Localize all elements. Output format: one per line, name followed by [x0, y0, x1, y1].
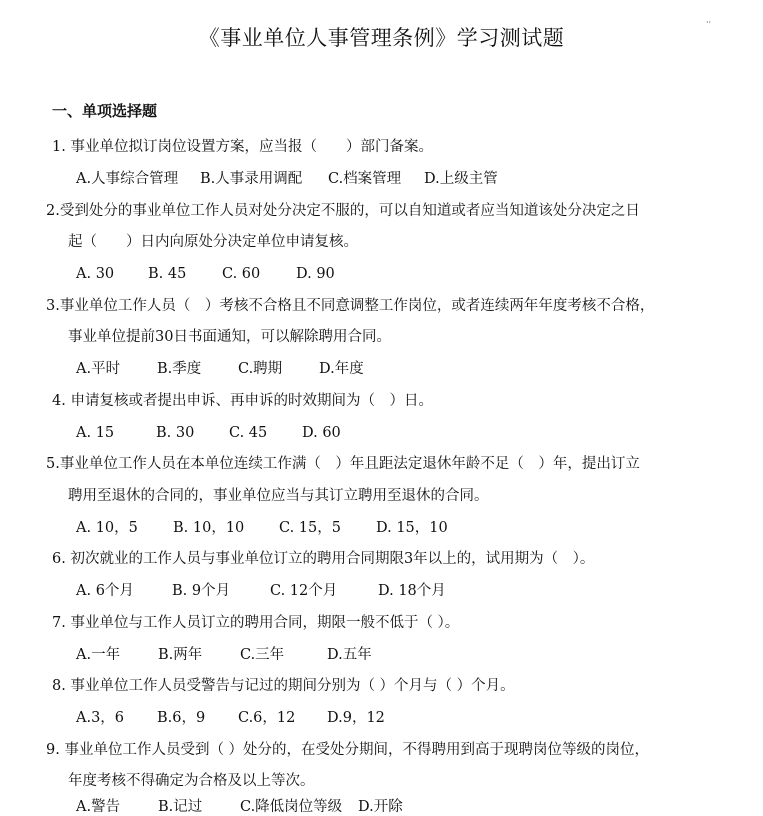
question-9-options [76, 799, 403, 816]
option-b: B. 9个月 [172, 583, 231, 599]
question-7-options [76, 645, 372, 665]
option-b: B. 30 [156, 425, 195, 441]
option-b: B.季度 [157, 361, 202, 377]
question-1-options [76, 169, 498, 189]
option-a: A.警告 [76, 799, 121, 815]
question-8-text: 8. 事业单位工作人员受警告与记过的期间分别为（ ）个月与（ ）个月。 [52, 678, 515, 694]
option-a: A. 30 [76, 266, 115, 282]
option-d: D.上级主管 [424, 171, 498, 187]
option-d: D.开除 [358, 799, 403, 815]
question-9-text: 9. 事业单位工作人员受到（ ）处分的，在受处分期间，不得聘用到高于现聘岗位等级的岗位， [46, 742, 650, 758]
section-heading: 一、单项选择题 [52, 102, 158, 120]
question-7-text: 7. 事业单位与工作人员订立的聘用合同，期限一般不低于（ ）。 [52, 615, 460, 631]
question-1-text: 1. 事业单位拟订岗位设置方案，应当报（ ）部门备案。 [52, 139, 433, 155]
option-b: B.记过 [158, 799, 203, 815]
option-a: A. 6个月 [76, 583, 134, 599]
option-b: B.两年 [158, 647, 203, 663]
question-2-text: 2.受到处分的事业单位工作人员对处分决定不服的，可以自知道或者应当知道该处分决定之日 [46, 203, 640, 219]
question-3-options [76, 359, 364, 379]
page-title: 《事业单位人事管理条例》学习测试题 [198, 26, 565, 50]
question-8-options [76, 708, 385, 728]
option-a: A.一年 [76, 647, 121, 663]
option-a: A.平时 [76, 361, 121, 377]
option-c: C. 45 [229, 425, 268, 441]
option-c: C.聘期 [238, 361, 283, 377]
question-6-text: 6. 初次就业的工作人员与事业单位订立的聘用合同期限3年以上的，试用期为（ ）。 [52, 551, 595, 567]
option-d: D. 60 [302, 425, 341, 441]
question-9-text-cont: 年度考核不得确定为合格及以上等次。 [68, 773, 315, 789]
question-6-options [76, 581, 446, 601]
option-d: D. 90 [296, 266, 335, 282]
option-c: C. 15，5 [279, 520, 341, 536]
option-c: C.降低岗位等级 [240, 799, 343, 815]
option-d: D.9，12 [327, 710, 385, 726]
option-b: B.6，9 [157, 710, 206, 726]
question-2-text-cont: 起（ ）日内向原处分决定单位申请复核。 [68, 234, 358, 250]
option-c: C.6，12 [238, 710, 296, 726]
option-b: B. 45 [148, 266, 187, 282]
question-5-options [76, 518, 448, 538]
corner-mark: ·· [706, 18, 712, 27]
question-5-text-cont: 聘用至退休的合同的，事业单位应当与其订立聘用至退休的合同。 [68, 488, 489, 504]
option-c: C.三年 [240, 647, 285, 663]
question-4-options [76, 423, 341, 443]
option-b: B. 10，10 [173, 520, 245, 536]
option-d: D. 18个月 [378, 583, 446, 599]
option-d: D.年度 [319, 361, 364, 377]
option-c: C. 12个月 [270, 583, 338, 599]
option-c: C. 60 [222, 266, 261, 282]
option-a: A. 10，5 [76, 520, 138, 536]
question-5-text: 5.事业单位工作人员在本单位连续工作满（ ）年且距法定退休年龄不足（ ）年，提出订立 [46, 456, 640, 472]
option-d: D.五年 [327, 647, 372, 663]
question-4-text: 4. 申请复核或者提出申诉、再申诉的时效期间为（ ）日。 [52, 393, 433, 409]
question-9-options-cropped [76, 796, 456, 815]
option-c: C.档案管理 [328, 171, 402, 187]
question-3-text: 3.事业单位工作人员（ ）考核不合格且不同意调整工作岗位，或者连续两年年度考核不合格， [46, 298, 655, 314]
option-b: B.人事录用调配 [200, 171, 303, 187]
option-a: A.3，6 [76, 710, 125, 726]
option-a: A.人事综合管理 [76, 171, 179, 187]
question-3-text-cont: 事业单位提前30日书面通知，可以解除聘用合同。 [68, 329, 391, 345]
question-2-options [76, 264, 335, 284]
option-d: D. 15，10 [376, 520, 448, 536]
option-a: A. 15 [76, 425, 115, 441]
